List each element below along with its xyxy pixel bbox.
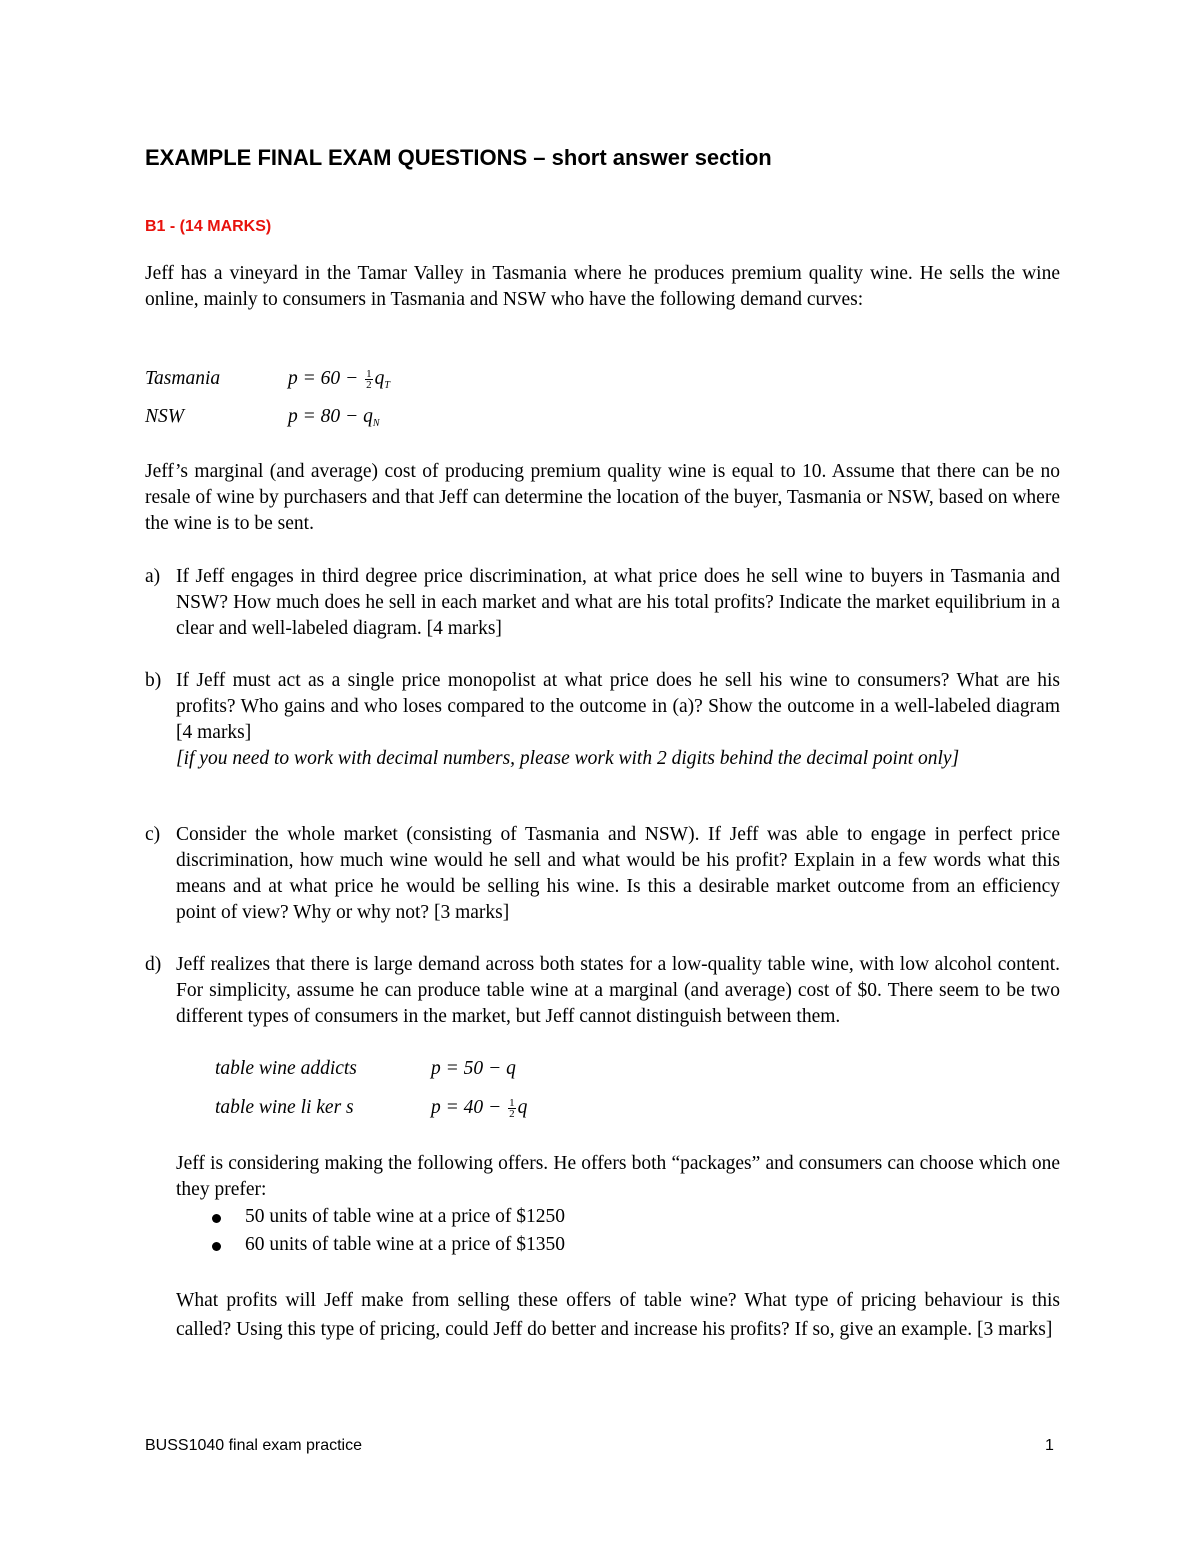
question-b-text: If Jeff must act as a single price monopolist at what price does he sell his wine to consumers? What are his profits? Who gains and who loses compared to the outcome in (a)? Show the outcome in a well-labeled diagram [4 marks] (176, 670, 1060, 743)
type-label-likers: table wine li ker s (215, 1097, 354, 1118)
type-equation-likers: p = 40 − $\frac{1}{2}$ q (431, 1097, 528, 1121)
fraction-half: $\frac{1}{2}$ (366, 368, 372, 392)
page-number: 1 (1045, 1437, 1054, 1454)
question-d-text: Jeff realizes that there is large demand across both states for a low-quality table wine, with low alcohol content. For simplicity, assume he can produce table wine at a marginal (and average) cost of $0. There seem to be two different types of consumers in the market, but Jeff cannot distinguish between them. (176, 954, 1060, 1027)
bullet-icon (212, 1242, 221, 1251)
section-heading: B1 - (14 MARKS) (145, 218, 272, 235)
question-d-label: d) (145, 954, 162, 975)
final-question: What profits will Jeff make from selling these offers of table wine? What type of pricing behaviour is this called? Using this type of pricing, could Jeff do better and increase his profits? If so, give an example. [3 marks] (176, 1290, 1060, 1340)
document-page: EXAMPLE FINAL EXAM QUESTIONS – short answer section B1 - (14 MARKS) Jeff has a vineyard in the Tamar Valley in Tasmania where he produces premium quality wine. He sells the wine online, mainly to consumers in Tasmania and NSW who have the following demand curves: Tasmania p = 60 − $\frac{1}{2}$ $q_T$ NSW $p = 80 - q_N$ Jeff’s marginal (and average) cost of producing premium quality wine is equal to 10. Assume that there can be no resale of wine by purchasers and that Jeff can determine the location of the buyer, Tasmania or NSW, based on where the wine is to be sent. a) If Jeff engages in third degree price discrimination, at what price does he sell wine to buyers in Tasmania and NSW? How much does he sell in each market and what are his total profits? Indicate the market equilibrium in a clear and well-labeled diagram. [4 marks] b) If Jeff must act as a single price monopolist at what price does he sell his wine to consumers? What are his profits? Who gains and who loses compared to the outcome in (a)? Show the outcome in a well-labeled diagram [4 marks] [if you need to work with decimal numbers, please work with 2 digits behind the decimal point only] c) Consider the whole market (consisting of Tasmania and NSW). If Jeff was able to engage in perfect price discrimination, how much wine would he sell and what would be his profit? Explain in a few words what this means and at what price he would be selling his wine. Is this a desirable market outcome from an efficiency point of view? Why or why not? [3 marks] d) Jeff realizes that there is large demand across both states for a low-quality table wine, with low alcohol content. For simplicity, assume he can produce table wine at a marginal (and average) cost of $0. There seem to be two different types of consumers in the market, but Jeff cannot distinguish between them. table wine addicts p = 50 − q table wine li ker s p = 40 − $\frac{1}{2}$ q Jeff is considering making the following offers. He offers both “packages” and consumers can choose which one they prefer: 50 units of table wine at a price of $1250 60 units of table wine at a price of $1350 What profits will Jeff make from selling these offers of table wine? What type of pricing behaviour is this called? Using this type of pricing, could Jeff do better and increase his profits? If so, give an example. [3 marks] BUSS1040 final exam practice 1 (0, 0, 1200, 1553)
question-b-label: b) (145, 670, 162, 691)
question-a-text: If Jeff engages in third degree price discrimination, at what price does he sell wine to buyers in Tasmania and NSW? How much does he sell in each market and what are his total profits? Indicate the market equilibrium in a clear and well-labeled diagram. [4 marks] (176, 566, 1060, 639)
question-b-note: [if you need to work with decimal numbers, please work with 2 digits behind the decimal point only] (176, 748, 960, 769)
demand-label-nsw: NSW (145, 406, 184, 427)
cost-paragraph: Jeff’s marginal (and average) cost of producing premium quality wine is equal to 10. Assume that there can be no resale of wine by purchasers and that Jeff can determine the location of the buyer, Tasmania or NSW, based on where the wine is to be sent. (145, 461, 1060, 534)
page-title: EXAMPLE FINAL EXAM QUESTIONS – short answer section (145, 145, 772, 170)
type-equation-addicts: p = 50 − q (431, 1058, 516, 1079)
footer-course: BUSS1040 final exam practice (145, 1437, 362, 1454)
type-label-addicts: table wine addicts (215, 1058, 357, 1079)
bullet-icon (212, 1214, 221, 1223)
fraction-half: $\frac{1}{2}$ (509, 1097, 515, 1121)
question-c-text: Consider the whole market (consisting of Tasmania and NSW). If Jeff was able to engage in perfect price discrimination, how much wine would he sell and what would be his profit? Explain in a few words what this means and at what price he would be selling his wine. Is this a desirable market outcome from an efficiency point of view? Why or why not? [3 marks] (176, 824, 1060, 923)
offers-intro: Jeff is considering making the following offers. He offers both “packages” and consumers can choose which one they prefer: (176, 1153, 1060, 1200)
demand-equation-nsw: $p = 80 - q_N$ (288, 406, 380, 429)
demand-label-tasmania: Tasmania (145, 368, 221, 389)
demand-equation-tasmania: p = 60 − $\frac{1}{2}$ $q_T$ (288, 368, 390, 392)
question-a-label: a) (145, 566, 161, 587)
intro-paragraph: Jeff has a vineyard in the Tamar Valley in Tasmania where he produces premium quality wine. He sells the wine online, mainly to consumers in Tasmania and NSW who have the following demand curves: (145, 263, 1060, 310)
question-c-label: c) (145, 824, 161, 845)
